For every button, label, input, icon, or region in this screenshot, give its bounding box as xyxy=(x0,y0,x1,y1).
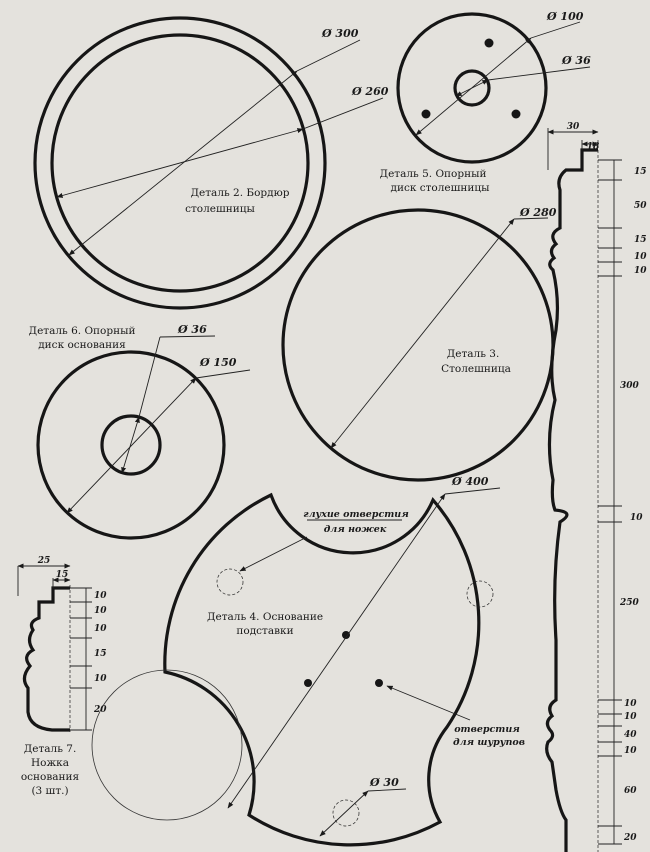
foot-w-total: 25 xyxy=(37,556,51,566)
tabletop-dim: Ø 280 xyxy=(520,206,557,219)
blind-hole-3 xyxy=(333,800,359,826)
disc6-label-line1: Деталь 6. Опорный xyxy=(28,325,136,337)
disc6-outer-dim-leader xyxy=(196,370,250,378)
disc5-outer-dim: Ø 100 xyxy=(547,10,584,23)
foot-label-line2: Ножка xyxy=(31,757,69,769)
disc5-label-line1: Деталь 5. Опорный xyxy=(379,168,487,180)
rim-inner-dim: Ø 260 xyxy=(352,85,389,98)
col-h-14: 20 xyxy=(624,833,637,843)
rim-label-line1: Деталь 2. Бордюр xyxy=(190,187,290,199)
col-h-3: 15 xyxy=(634,235,647,245)
disc5-screw-hole-1 xyxy=(485,39,494,48)
disc5-hole-dim-leader xyxy=(488,67,590,80)
disc5-screw-hole-3 xyxy=(512,110,521,119)
blind-hole-2 xyxy=(467,581,493,607)
rim-outer-dim: Ø 300 xyxy=(322,27,359,40)
disc5-screw-hole-2 xyxy=(422,110,431,119)
rim-outer-dim-line xyxy=(69,71,297,255)
detail-5-top-support-disc xyxy=(380,10,592,194)
blind-note-leader xyxy=(240,537,307,571)
base-label-line1: Деталь 4. Основание xyxy=(206,611,324,623)
base-dim-line xyxy=(228,494,445,808)
tabletop-label-line2: Столешница xyxy=(441,363,511,375)
foot-label-line4: (3 шт.) xyxy=(31,785,69,797)
foot-h-1: 10 xyxy=(94,591,107,601)
col-h-7: 10 xyxy=(630,513,643,523)
col-h-12: 10 xyxy=(624,746,637,756)
foot-h-2: 10 xyxy=(94,606,107,616)
blind-note-line1: глухие отверстия xyxy=(303,509,409,520)
foot-h-5: 10 xyxy=(94,674,107,684)
detail-4-stand-base xyxy=(92,475,525,845)
screw-note-leader xyxy=(387,686,470,720)
disc5-hole-dim: Ø 36 xyxy=(562,54,591,67)
tabletop-dim-line xyxy=(331,219,514,448)
disc6-outer-circle xyxy=(38,352,224,538)
col-h-1: 15 xyxy=(634,167,647,177)
base-outline xyxy=(165,495,479,845)
base-label-line2: подставки xyxy=(236,625,294,637)
disc5-label-line2: диск столешницы xyxy=(390,182,490,194)
col-h-6: 300 xyxy=(620,381,639,391)
column-detail xyxy=(547,122,648,852)
disc6-hole-dim-leader xyxy=(139,337,160,417)
tabletop-circle xyxy=(283,210,553,480)
col-h-13: 60 xyxy=(624,786,637,796)
base-cutout-circle xyxy=(92,670,242,820)
base-dim-leader xyxy=(445,488,500,494)
detail-3-tabletop xyxy=(283,206,557,480)
foot-label-line1: Деталь 7. xyxy=(23,743,77,755)
hole-dim-line xyxy=(320,791,368,836)
foot-label-line3: основания xyxy=(20,771,80,783)
disc6-outer-dim: Ø 150 xyxy=(200,356,237,369)
col-h-2: 50 xyxy=(634,201,647,211)
disc6-outer-dim-line xyxy=(67,378,196,513)
col-h-11: 40 xyxy=(624,730,637,740)
foot-w-inner: 15 xyxy=(55,570,69,580)
hole-dim: Ø 30 xyxy=(370,776,399,789)
screw-note-line1: отверстия xyxy=(454,724,520,735)
disc5-outer-dim-leader xyxy=(531,22,580,38)
col-h-10: 10 xyxy=(624,712,637,722)
rim-outer-dim-leader xyxy=(297,40,360,71)
screw-hole-2 xyxy=(304,679,312,687)
column-ticks xyxy=(598,160,622,844)
col-h-4: 10 xyxy=(634,252,647,262)
col-h-8: 250 xyxy=(620,598,639,608)
foot-profile xyxy=(24,588,70,730)
screw-hole-3 xyxy=(375,679,383,687)
disc6-hole-dim-line xyxy=(122,417,139,473)
col-w-total: 30 xyxy=(566,122,580,132)
disc5-hole-dim-line xyxy=(456,80,488,96)
blind-hole-1 xyxy=(217,569,243,595)
detail-2-rim xyxy=(35,18,389,308)
blind-note-line2: для ножек xyxy=(323,524,387,535)
base-dim: Ø 400 xyxy=(452,475,489,488)
tabletop-label-line1: Деталь 3. xyxy=(446,348,500,360)
column-profile xyxy=(547,150,598,852)
disc5-outer-dim-line xyxy=(416,38,531,135)
rim-label-line2: столешницы xyxy=(185,203,255,215)
disc6-label-line2: диск основания xyxy=(38,339,126,351)
screw-note-line2: для шурупов xyxy=(453,737,525,748)
foot-h-4: 15 xyxy=(94,649,107,659)
disc6-hole-dim: Ø 36 xyxy=(178,323,207,336)
disc6-hole-dim-shelf xyxy=(160,336,215,337)
col-h-9: 10 xyxy=(624,699,637,709)
foot-ticks xyxy=(70,588,92,730)
foot-h-3: 10 xyxy=(94,624,107,634)
hole-dim-leader xyxy=(368,789,406,791)
col-w-inner: 18 xyxy=(586,142,600,152)
col-h-5: 10 xyxy=(634,266,647,276)
foot-h-6: 20 xyxy=(94,705,107,715)
detail-6-base-support-disc xyxy=(29,323,250,538)
